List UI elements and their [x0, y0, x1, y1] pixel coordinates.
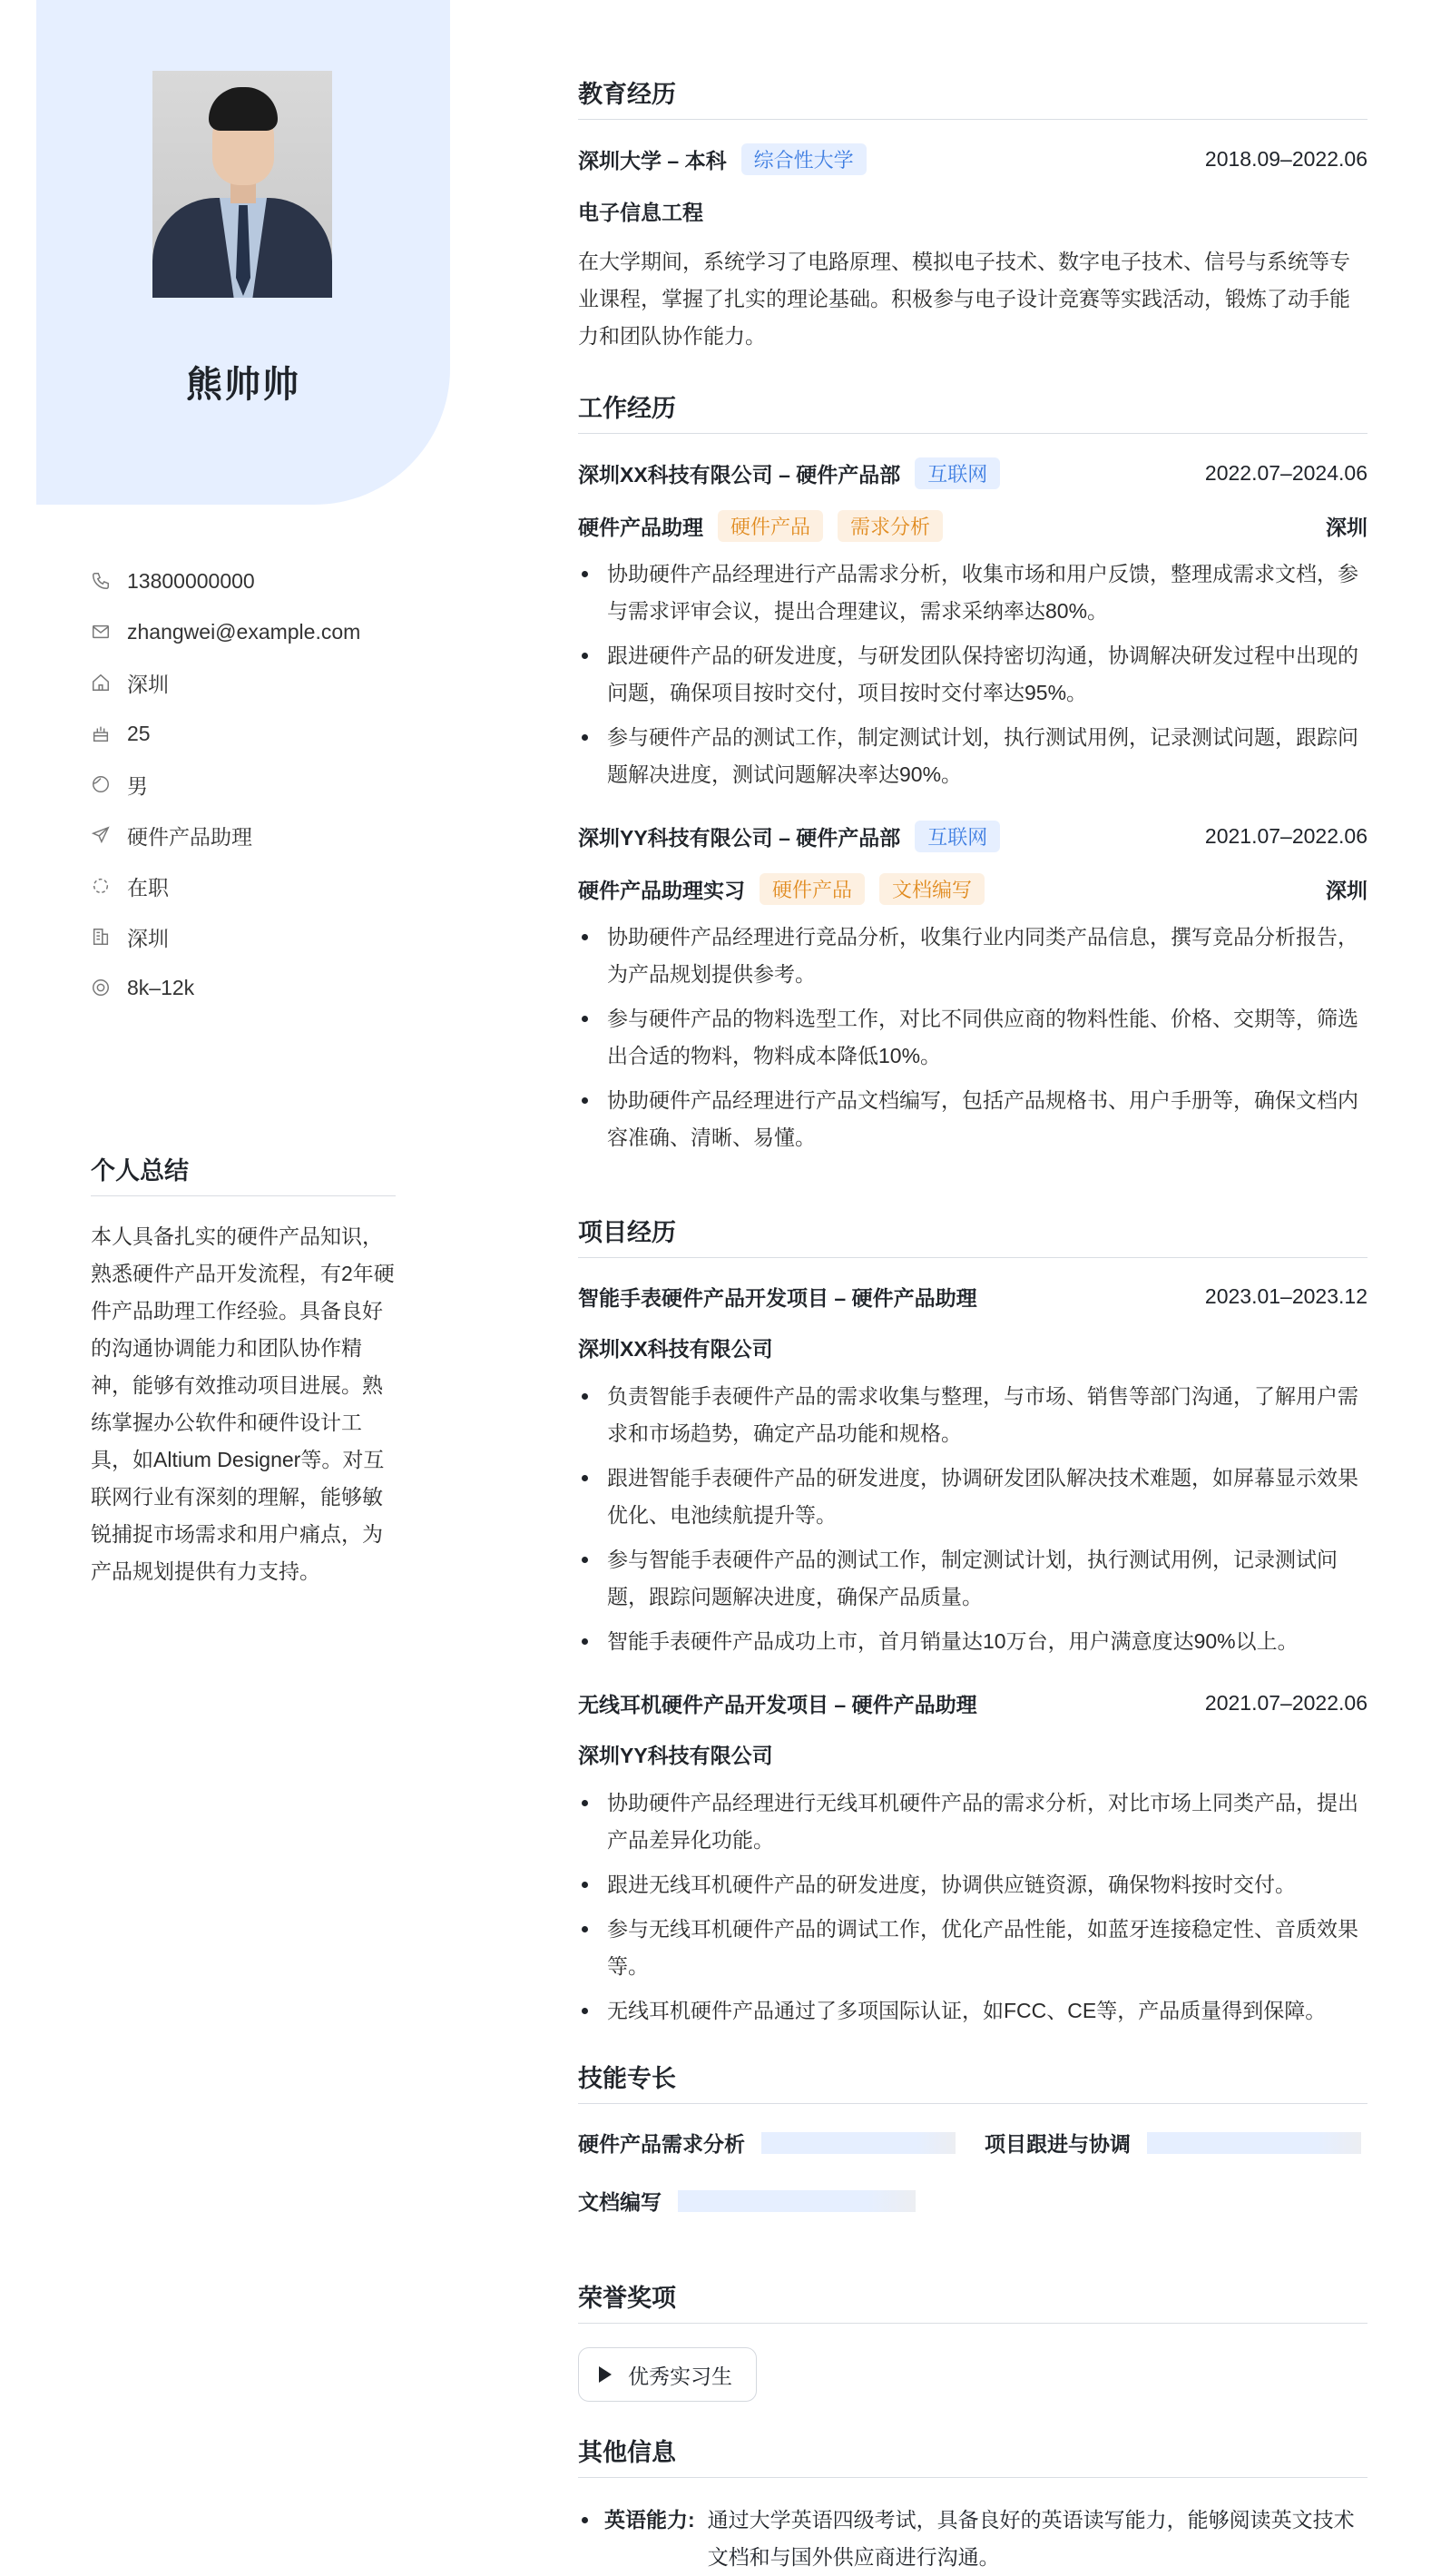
- list-item: 协助硬件产品经理进行产品需求分析，收集市场和用户反馈，整理成需求文档，参与需求评审会议，提出合理建议，需求采纳率达80%。: [578, 556, 1367, 630]
- list-item: 跟进智能手表硬件产品的研发进度，协调研发团队解决技术难题，如屏幕显示效果优化、电池续航提升等。: [578, 1460, 1367, 1534]
- skill-item: [578, 2186, 916, 2216]
- mail-icon: [91, 622, 111, 642]
- profile-header: [36, 0, 450, 505]
- contact-home: [91, 657, 360, 708]
- list-item: 协助硬件产品经理进行无线耳机硬件产品的需求分析，对比市场上同类产品，提出产品差异化功能。: [578, 1785, 1367, 1859]
- skill-item: [985, 2128, 1361, 2158]
- job-industry-tag: 互联网: [915, 821, 1000, 852]
- contact-text: 硬件产品助理: [127, 824, 252, 849]
- contact-city: [91, 911, 360, 962]
- job-city: 深圳: [1326, 879, 1367, 902]
- education-header: [578, 143, 1367, 175]
- job-role-row: [578, 510, 1367, 542]
- skill-name: 文档编写: [578, 2190, 662, 2214]
- education-title: 教育经历: [578, 74, 1367, 120]
- skill-item: [578, 2128, 956, 2158]
- project-company-row: [578, 1332, 1367, 1362]
- contact-text: 13800000000: [127, 568, 255, 593]
- cake-icon: [91, 723, 111, 743]
- contact-text: 25: [127, 721, 151, 745]
- skills-title: 技能专长: [578, 2059, 1367, 2104]
- contact-text: zhangwei@example.com: [127, 619, 361, 644]
- list-item: 跟进硬件产品的研发进度，与研发团队保持密切沟通，协调解决研发过程中出现的问题，确保项目按时交付，项目按时交付率达95%。: [578, 637, 1367, 712]
- other-value: 通过大学英语四级考试，具备良好的英语读写能力，能够阅读英文技术文档和与国外供应商进行沟通。: [707, 2508, 1355, 2569]
- major-row: [578, 196, 1367, 226]
- contact-text: 在职: [127, 875, 169, 900]
- contact-position: [91, 810, 360, 860]
- project-date: 2021.07–2022.06: [1204, 1691, 1367, 1715]
- job-industry-tag: 互联网: [915, 457, 1000, 489]
- job-date: 2022.07–2024.06: [1204, 461, 1367, 485]
- list-item: 协助硬件产品经理进行产品文档编写，包括产品规格书、用户手册等，确保文档内容准确、清晰、易懂。: [578, 1082, 1367, 1156]
- job-date: 2021.07–2022.06: [1204, 824, 1367, 848]
- job-city: 深圳: [1326, 516, 1367, 539]
- list-item: 协助硬件产品经理进行竞品分析，收集行业内同类产品信息，撰写竞品分析报告，为产品规划提供参考。: [578, 919, 1367, 993]
- home-icon: [91, 673, 111, 693]
- summary-title: 个人总结: [91, 1151, 396, 1196]
- project-date: 2023.01–2023.12: [1204, 1284, 1367, 1308]
- project-company: 深圳XX科技有限公司: [578, 1337, 773, 1361]
- job-role: 硬件产品助理: [578, 516, 703, 539]
- education-desc: 在大学期间，系统学习了电路原理、模拟电子技术、数字电子技术、信号与系统等专业课程，掌握了扎实的理论基础。积极参与电子设计竞赛等实践活动，锻炼了动手能力和团队协作能力。: [578, 250, 1350, 348]
- summary-text: 本人具备扎实的硬件产品知识，熟悉硬件产品开发流程，有2年硬件产品助理工作经验。具备良好的沟通协调能力和团队协作精神，能够有效推动项目进展。熟练掌握办公软件和硬件设计工具，如Altium Designer等。对互联网行业有深刻的理解，能够敏锐捕捉市场需求和用户痛点，为产品规划提供有力支持。: [91, 1224, 395, 1583]
- contact-phone: [91, 556, 360, 606]
- school-tag: 综合性大学: [741, 143, 867, 175]
- list-item: 参与无线耳机硬件产品的调试工作，优化产品性能，如蓝牙连接稳定性、音质效果等。: [578, 1911, 1367, 1985]
- award-name: 优秀实习生: [628, 2364, 732, 2388]
- education-date: 2018.09–2022.06: [1204, 147, 1367, 171]
- list-item: 负责智能手表硬件产品的需求收集与整理，与市场、销售等部门沟通，了解用户需求和市场趋势，确定产品功能和规格。: [578, 1378, 1367, 1452]
- skill-level-bar: [1147, 2132, 1361, 2154]
- project-name: 智能手表硬件产品开发项目 – 硬件产品助理: [578, 1286, 977, 1310]
- list-item: 参与智能手表硬件产品的测试工作，制定测试计划，执行测试用例，记录测试问题，跟踪问题解决进度，确保产品质量。: [578, 1541, 1367, 1616]
- skill-name: 硬件产品需求分析: [578, 2132, 745, 2156]
- skill-level-bar: [678, 2190, 916, 2212]
- job-skill-tag: 需求分析: [838, 510, 943, 542]
- contact-salary: [91, 962, 360, 1013]
- list-item: 无线耳机硬件产品通过了多项国际认证，如FCC、CE等，产品质量得到保障。: [578, 1992, 1367, 2030]
- job-header: [578, 821, 1367, 852]
- school-name: 深圳大学 – 本科: [578, 149, 727, 172]
- other-title: 其他信息: [578, 2433, 1367, 2478]
- contact-age: [91, 708, 360, 759]
- send-icon: [91, 825, 111, 845]
- candidate-name: 熊帅帅: [186, 365, 300, 405]
- job-skill-tag: 硬件产品: [760, 873, 865, 905]
- job-company: 深圳XX科技有限公司 – 硬件产品部: [578, 463, 901, 487]
- phone-icon: [91, 571, 111, 591]
- project-company-row: [578, 1739, 1367, 1769]
- award-item: [578, 2347, 757, 2402]
- contact-text: 深圳: [127, 672, 169, 696]
- job-duties: [578, 556, 1367, 801]
- other-key: 英语能力:: [604, 2508, 695, 2532]
- job-skill-tag: 硬件产品: [718, 510, 823, 542]
- building-icon: [91, 927, 111, 947]
- other-item: [578, 2502, 1367, 2576]
- job-role-row: [578, 873, 1367, 905]
- list-item: 参与硬件产品的测试工作，制定测试计划，执行测试用例，记录测试问题，跟踪问题解决进度，测试问题解决率达90%。: [578, 719, 1367, 793]
- project-duties: [578, 1378, 1367, 1667]
- contact-email: [91, 606, 360, 657]
- project-name: 无线耳机硬件产品开发项目 – 硬件产品助理: [578, 1693, 977, 1716]
- job-company: 深圳YY科技有限公司 – 硬件产品部: [578, 826, 901, 850]
- contact-text: 男: [127, 773, 148, 798]
- gender-icon: [91, 774, 111, 794]
- contact-text: 8k–12k: [127, 975, 195, 999]
- job-header: [578, 457, 1367, 489]
- bullet-dot: [582, 2517, 588, 2523]
- work-title: 工作经历: [578, 388, 1367, 434]
- skill-level-bar: [761, 2132, 956, 2154]
- contact-text: 深圳: [127, 926, 169, 950]
- contact-status: [91, 860, 360, 911]
- projects-title: 项目经历: [578, 1213, 1367, 1258]
- contact-list: [91, 556, 360, 1013]
- avatar: [152, 71, 332, 290]
- contact-gender: [91, 759, 360, 810]
- job-skill-tag: 文档编写: [879, 873, 985, 905]
- project-company: 深圳YY科技有限公司: [578, 1744, 773, 1767]
- skill-name: 项目跟进与协调: [985, 2132, 1131, 2156]
- status-icon: [91, 876, 111, 896]
- list-item: 智能手表硬件产品成功上市，首月销量达10万台，用户满意度达90%以上。: [578, 1623, 1367, 1660]
- project-header: [578, 1282, 1367, 1312]
- list-item: 参与硬件产品的物料选型工作，对比不同供应商的物料性能、价格、交期等，筛选出合适的物料，物料成本降低10%。: [578, 1000, 1367, 1075]
- awards-title: 荣誉奖项: [578, 2278, 1367, 2324]
- job-duties: [578, 919, 1367, 1164]
- job-role: 硬件产品助理实习: [578, 879, 745, 902]
- project-header: [578, 1688, 1367, 1718]
- salary-icon: [91, 978, 111, 998]
- list-item: 跟进无线耳机硬件产品的研发进度，协调供应链资源，确保物料按时交付。: [578, 1866, 1367, 1903]
- major-name: 电子信息工程: [578, 201, 703, 224]
- sidebar: [36, 0, 399, 2545]
- project-duties: [578, 1785, 1367, 2037]
- play-icon: [599, 2366, 612, 2383]
